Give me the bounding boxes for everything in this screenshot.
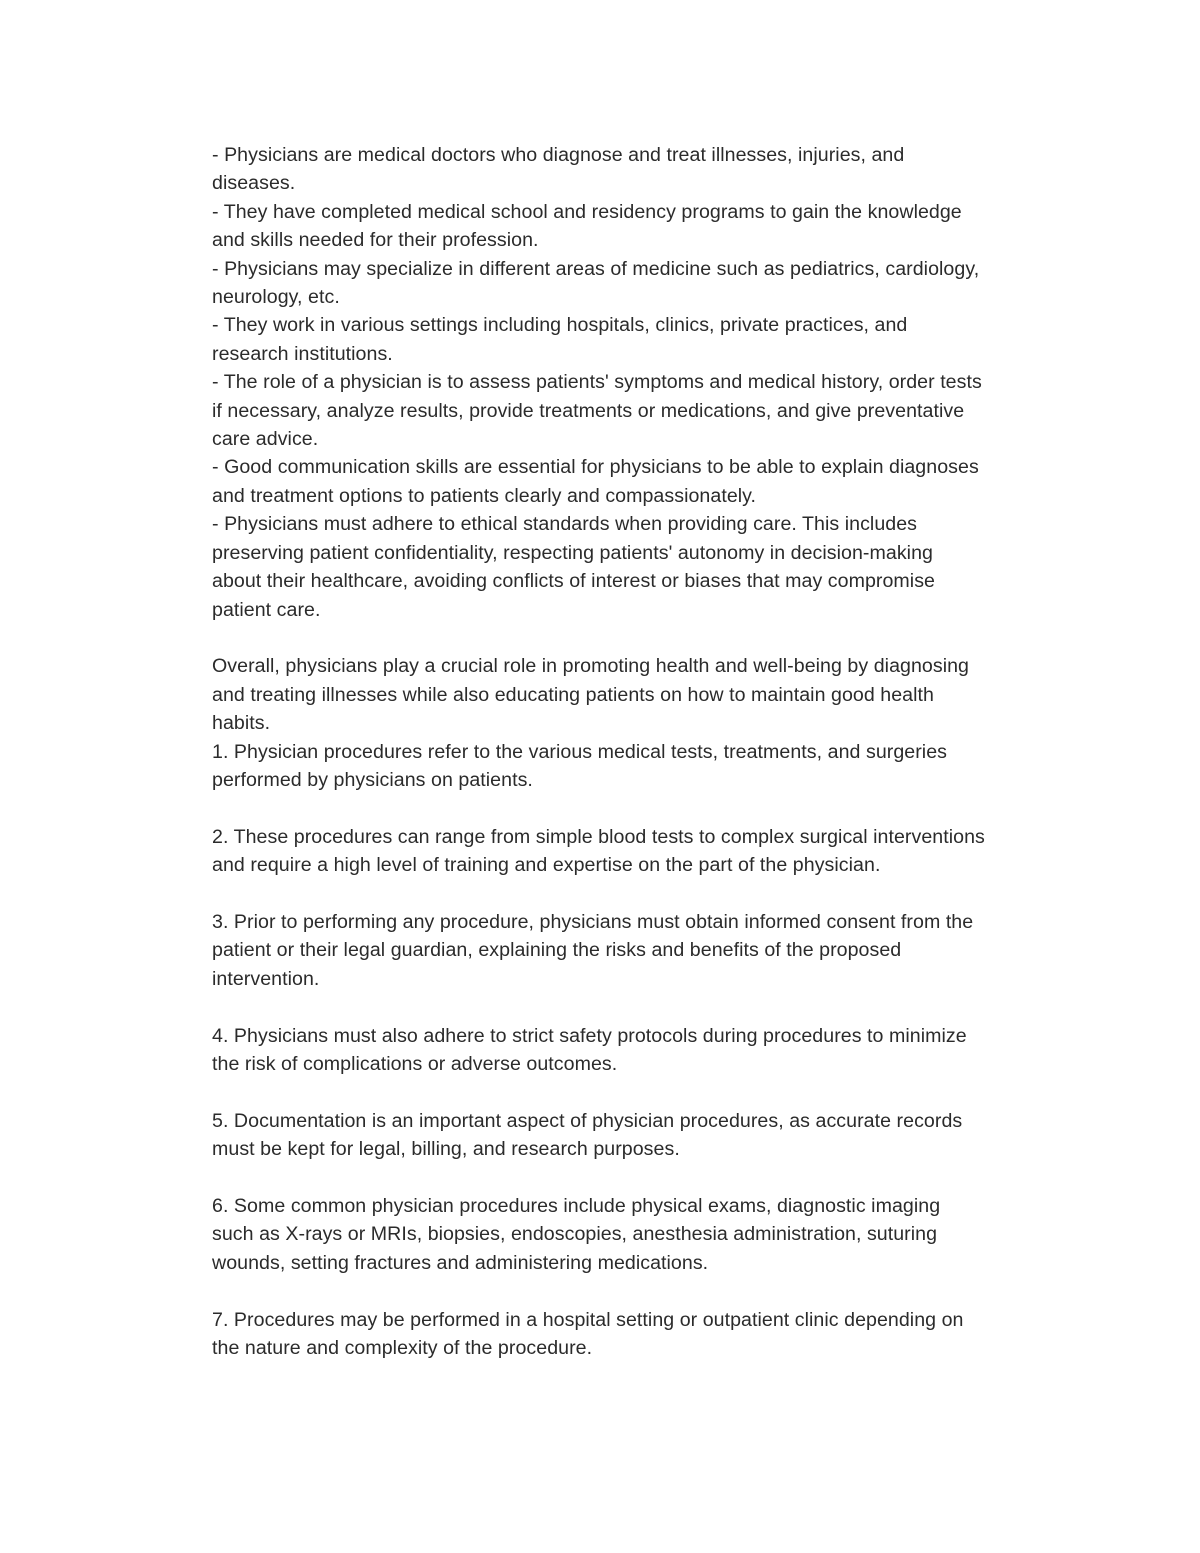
bullet-item [212,510,1072,624]
numbered-item [212,1022,1072,1079]
text-line: intervention. [212,967,320,990]
numbered-item [212,908,1072,993]
numbered-item [212,1192,1072,1277]
text-line: Overall, physicians play a crucial role in promoting health and well-being by diagnosing [212,655,969,678]
paragraph-spacer [212,1078,1072,1106]
numbered-item [212,823,1072,880]
paragraph-spacer [212,624,1072,652]
text-line: - Physicians may specialize in different areas of medicine such as pediatrics, cardiology, [212,257,980,280]
bullet-item [212,311,1072,368]
text-line: and treating illnesses while also educating patients on how to maintain good health [212,683,934,706]
text-line: patient care. [212,598,321,621]
text-line: performed by physicians on patients. [212,768,533,791]
text-line: neurology, etc. [212,286,340,309]
text-line: habits. [212,712,271,735]
paragraph-spacer [212,794,1072,822]
text-line: 2. These procedures can range from simple blood tests to complex surgical interventions [212,825,985,848]
text-line: such as X-rays or MRIs, biopsies, endoscopies, anesthesia administration, suturing [212,1223,938,1246]
bullet-item [212,255,1072,312]
paragraph-spacer [212,993,1072,1021]
bullet-item [212,368,1072,453]
text-line: - The role of a physician is to assess patients' symptoms and medical history, order tests [212,371,982,394]
text-line: 5. Documentation is an important aspect of physician procedures, as accurate records [212,1109,963,1132]
text-line: 1. Physician procedures refer to the various medical tests, treatments, and surgeries [212,740,948,763]
numbered-item [212,738,1072,795]
paragraph-spacer [212,880,1072,908]
text-line: if necessary, analyze results, provide treatments or medications, and give preventative [212,399,965,422]
text-line: and require a high level of training and expertise on the part of the physician. [212,854,881,877]
text-line: 7. Procedures may be performed in a hospital setting or outpatient clinic depending on [212,1308,964,1331]
text-line: diseases. [212,172,296,195]
text-line: and skills needed for their profession. [212,229,539,252]
paragraph-spacer [212,1164,1072,1192]
paragraph-spacer [212,1277,1072,1305]
text-line: and treatment options to patients clearly and compassionately. [212,484,757,507]
text-line: preserving patient confidentiality, respecting patients' autonomy in decision-making [212,541,933,564]
numbered-item [212,1107,1072,1164]
bullet-item [212,453,1072,510]
text-line: about their healthcare, avoiding conflicts of interest or biases that may compromise [212,570,935,593]
text-line: wounds, setting fractures and administering medications. [212,1251,709,1274]
document-body [212,141,1072,1362]
text-line: the risk of complications or adverse outcomes. [212,1052,618,1075]
text-line: - They have completed medical school and residency programs to gain the knowledge [212,200,962,223]
text-line: must be kept for legal, billing, and research purposes. [212,1138,680,1161]
text-line: patient or their legal guardian, explaining the risks and benefits of the proposed [212,939,902,962]
text-line: - Physicians are medical doctors who diagnose and treat illnesses, injuries, and [212,144,905,166]
text-line: care advice. [212,428,319,451]
text-line: - Physicians must adhere to ethical standards when providing care. This includes [212,513,918,536]
text-line: 4. Physicians must also adhere to strict safety protocols during procedures to minimize [212,1024,967,1047]
bullet-item [212,198,1072,255]
text-line: 6. Some common physician procedures include physical exams, diagnostic imaging [212,1194,941,1217]
overall-paragraph [212,652,1072,737]
text-line: the nature and complexity of the procedure. [212,1336,593,1359]
text-line: - Good communication skills are essential for physicians to be able to explain diagnoses [212,456,979,479]
bullet-item [212,141,1072,198]
text-line: research institutions. [212,342,393,365]
text-line: 3. Prior to performing any procedure, physicians must obtain informed consent from the [212,910,974,933]
text-line: - They work in various settings including hospitals, clinics, private practices, and [212,314,908,337]
numbered-item [212,1306,1072,1363]
